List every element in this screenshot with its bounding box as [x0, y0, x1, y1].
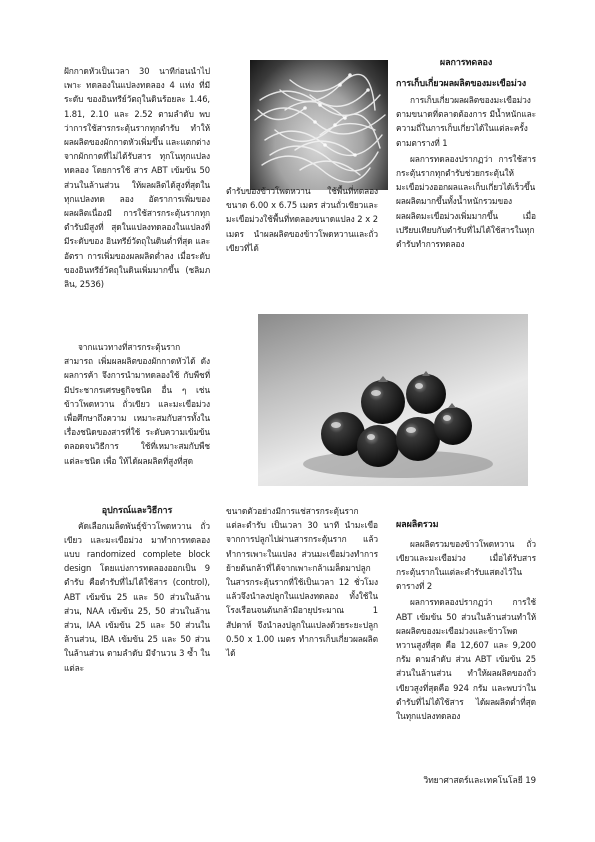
right-column-top [396, 56, 536, 251]
bean-sprouts-photo [250, 60, 388, 190]
page-footer: วิทยาศาสตร์และเทคโนโลยี 19 [423, 776, 536, 786]
harvest-subheading: การเก็บเกี่ยวผลผลิตของมะเขือม่วง [396, 78, 526, 89]
methods-section [64, 504, 210, 675]
methods-heading: อุปกรณ์และวิธีการ [101, 506, 173, 516]
eggplant-illustration [258, 314, 528, 486]
middle-column-top [226, 184, 378, 255]
left-column-2 [64, 340, 210, 468]
methods-paragraph: คัดเลือกเมล็ดพันธุ์ข้าวโพดหวาน ถั่วเขียว และมะเขือม่วง มาทำการทดลองแบบ randomized complete block design โดยแบ่งการทดลองออกเป็น 9 ตำรับ คือตำรับที่ไม่ได้ใช้สาร (control), ABT เข้มข้น 25 และ 50 ส่วนในล้านส่วน, NAA เข้มข้น 25, 50 ส่วนในล้านส่วน, IAA เข้มข้น 25 และ 50 ส่วนในล้านส่วน, IBA เข้มข้น 25 และ 50 ส่วนในล้านส่วน ตามลำดับ มีจำนวน 3 ซ้ำ ในแต่ละ [64, 520, 210, 673]
middle-column-bottom [226, 504, 378, 660]
middle-paragraph-1: ตำรับของข้าวโพดหวาน ใช้พื้นที่ทดลองขนาด 6.00 x 6.75 เมตร ส่วนถั่วเขียวและมะเขือม่วงใช้พื้นที่ทดลองขนาดแปลง 2 x 2 เมตร นำผลผลิตของข้าวโพดหวานและถั่วเขียวที่ได้ [226, 186, 378, 253]
results-heading: ผลการทดลอง [439, 58, 493, 68]
right-paragraph-4: ผลการทดลองปรากฏว่า การใช้ ABT เข้มข้น 50 ส่วนในล้านส่วนทำให้ผลผลิตของมะเขือม่วงและข้าวโพดหวานสูงที่สุด คือ 12,607 และ 9,200 กรัม ตามลำดับ ส่วน ABT เข้มข้น 25 ส่วนในล้านส่วน ทำให้ผลผลิตของถั่วเขียวสูงที่สุดคือ 924 กรัม และพบว่าในตำรับที่ไม่ได้ใช้สาร ได้ผลผลิตต่ำที่สุดในทุกแปลงทดลอง [396, 597, 536, 721]
middle-paragraph-2: ขนาดตัวอย่างมีการแช่สารกระตุ้นรากแต่ละตำรับ เป็นเวลา 30 นาที นำมะเขือจากการปลูกไปผ่านสารกระตุ้นราก แล้วทำการเพาะในแปลง ส่วนมะเขือม่วงทำการย้ายต้นกล้าที่ได้จากเพาะกล้าเมล็ดมาปลูกในสารกระตุ้นรากที่ใช้เป็นเวลา 12 ชั่วโมง แล้วจึงนำลงปลูกในแปลงทดลอง ทั้งใช้ในโรงเรือนจนต้นกล้ามีอายุประมาณ 1 สัปดาห์ จึงนำลงปลูกในแปลงด้วยระยะปลูก 0.50 x 1.00 เมตร ทำการเก็บเกี่ยวผลผลิตได้ [226, 506, 378, 659]
left-paragraph-2: จากแนวทางที่สารกระตุ้นราก สามารถ เพิ่มผลผลิตของผักกาดหัวได้ ดังผลการค้า จึงการนำมาทดลองใช้ กับพืชที่มีประชากรเศรษฐกิจชนิด อื่น ๆ เช่น ข้าวโพดหวาน ถั่วเขียว และมะเขือม่วง เพื่อศึกษาถึงความ เหมาะสมกับสารทั้งในเรื่องชนิดของสารที่ใช้ ระดับความเข้มข้น ตลอดจนวิธีการ ใช้ที่เหมาะสมกับพืชแต่ละชนิด เพื่อ ให้ได้ผลผลิตที่สูงที่สุด [64, 342, 210, 466]
right-paragraph-1: การเก็บเกี่ยวผลผลิตของมะเขือม่วง ตามขนาดที่ตลาดต้องการ มีน้ำหนักและความถี่ในการเก็บเกี่ยวได้ในแต่ละครั้ง ตามตารางที่ 1 [396, 95, 536, 148]
left-column [64, 64, 210, 291]
eggplant-photo [258, 314, 528, 486]
total-yield-heading: ผลผลิตรวม [396, 520, 439, 530]
right-paragraph-2: ผลการทดลองปรากฏว่า การใช้สารกระตุ้นรากทุกตำรับช่วยกระตุ้นให้มะเขือม่วงออกผลและเก็บเกี่ยวได้เร็วขึ้น ผลผลิตมากขึ้นทั้งน้ำหนักรวมของผลผลิตมะเขือม่วงเพิ่มมากขึ้น เมื่อเปรียบเทียบกับตำรับที่ไม่ได้ใช้สารในทุกตำรับทำการทดลอง [396, 153, 536, 250]
left-paragraph-1: ฝักกาดหัวเป็นเวลา 30 นาทีก่อนนำไป เพาะ ทดลองในแปลงทดลอง 4 แห่ง ที่มีระดับ ของอินทรีย์วัตถุในดินร้อยละ 1.46, 1.81, 2.10 และ 2.52 ตามลำดับ พบว่าการใช้สารกระตุ้นรากทุกตำรับ ทำให้ผลผลิตของผักกาดหัวเพิ่มขึ้น และแตกต่างจากผักกาดที่ไม่ได้รับสาร ทุกโนทุกแปลงทดลอง โดยการใช้ สาร ABT เข้มข้น 50 ส่วนในล้านส่วน ให้ผลผลิตได้สูงที่สุดในทุกแปลงทด ลอง อัตราการเพิ่มของผลผลิตเนื่องมี การใช้สารกระตุ้นรากทุกตำรับมีสูงที่ สุดในแปลงทดลองในแปลงที่มีระดับของ อินทรีย์วัตถุในดินต่ำที่สุด และอัตรา การเพิ่มของผลผลิตต่ำลง เมื่อระดับ ของอินทรีย์วัตถุในดินเพิ่มมากขึ้น (ชลิมภลิน, 2536) [64, 66, 210, 290]
right-column-bottom [396, 518, 536, 723]
bean-sprouts-illustration [250, 60, 388, 190]
right-paragraph-3: ผลผลิตรวมของข้าวโพดหวาน ถั่วเขียวและมะเขือม่วง เมื่อได้รับสารกระตุ้นรากในแต่ละตำรับแสดงไว้ในตารางที่ 2 [396, 538, 536, 592]
